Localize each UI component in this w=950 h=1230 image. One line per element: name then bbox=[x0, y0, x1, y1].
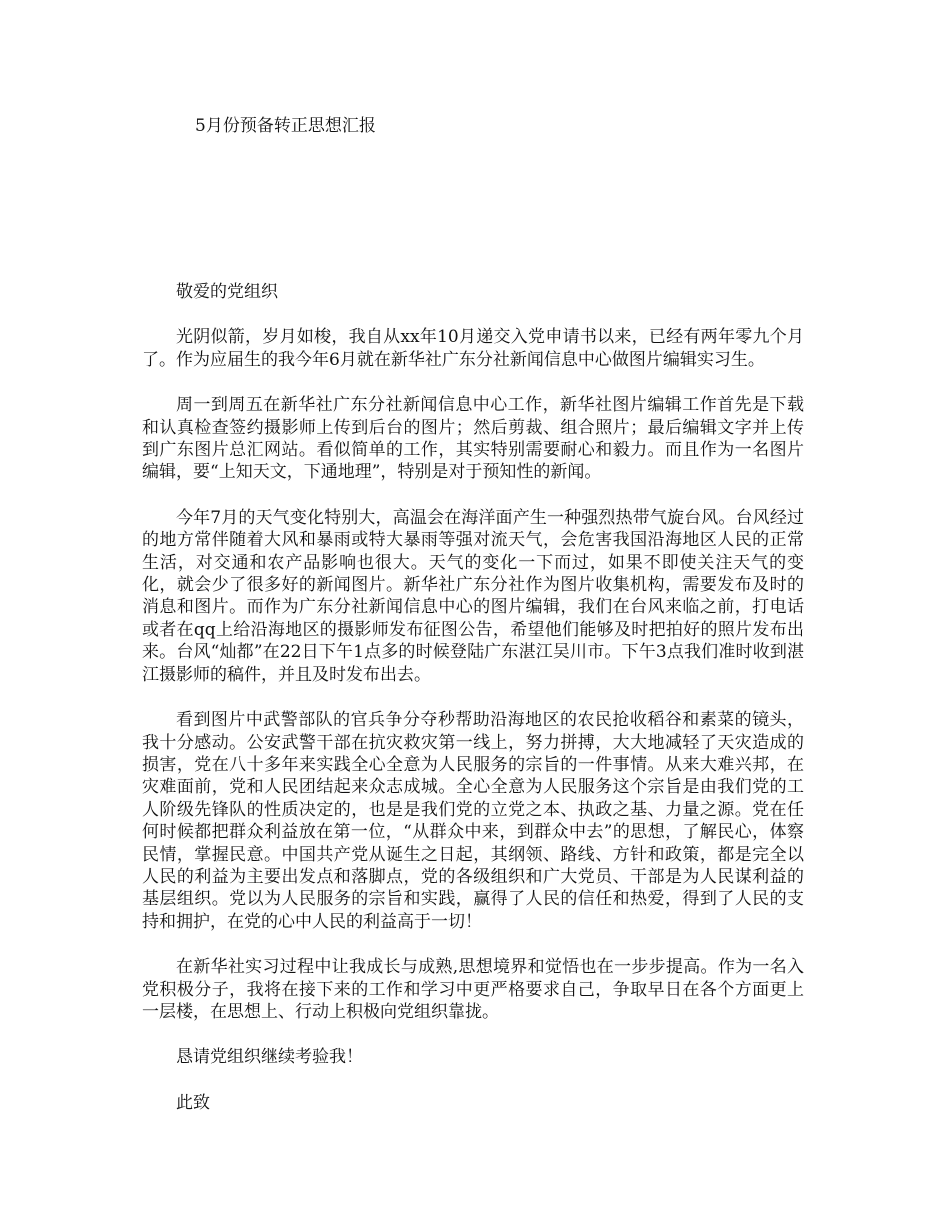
paragraph-5: 在新华社实习过程中让我成长与成熟,思想境界和觉悟也在一步步提高。作为一名入党积极分子，我将在接下来的工作和学习中更严格要求自己，争取早日在各个方面更上一层楼，在思想上、行动上积极向党组织靠拢。 bbox=[142, 957, 804, 1022]
salutation: 敬爱的党组织 bbox=[176, 282, 278, 302]
closing-request: 恳请党组织继续考验我！ bbox=[176, 1047, 363, 1068]
paragraph-2: 周一到周五在新华社广东分社新闻信息中心工作，新华社图片编辑工作首先是下载和认真检查签约摄影师上传到后台的图片；然后剪裁、组合照片；最后编辑文字并上传到广东图片总汇网站。看似简单的工作，其实特别需要耐心和毅力。而且作为一名图片编辑，要“上知天文，下通地理”，特别是对于预知性的新闻。 bbox=[142, 395, 804, 483]
paragraph-4: 看到图片中武警部队的官兵争分夺秒帮助沿海地区的农民抢收稻谷和素菜的镜头，我十分感动。公安武警干部在抗灾救灾第一线上，努力拼搏，大大地减轻了天灾造成的损害，党在八十多年来实践全心全意为人民服务的宗旨的一件事情。从来大难兴邦，在灾难面前，党和人民团结起来众志成城。全心全意为人民服务这个宗旨是由我们党的工人阶级先锋队的性质决定的，也是是我们党的立党之本、执政之基、力量之源。党在任何时候都把群众利益放在第一位，“从群众中来，到群众中去”的思想，了解民心，体察民情，掌握民意。中国共产党从诞生之日起，其纲领、路线、方针和政策，都是完全以人民的利益为主要出发点和落脚点，党的各级组织和广大党员、干部是为人民谋利益的基层组织。党以为人民服务的宗旨和实践，赢得了人民的信任和热爱，得到了人民的支持和拥护，在党的心中人民的利益高于一切！ bbox=[142, 710, 804, 932]
paragraph-1: 光阴似箭，岁月如梭，我自从xx年10月递交入党申请书以来，已经有两年零九个月了。作为应届生的我今年6月就在新华社广东分社新闻信息中心做图片编辑实习生。 bbox=[142, 327, 804, 370]
document-body bbox=[142, 281, 804, 1137]
paragraph-3: 今年7月的天气变化特别大，高温会在海洋面产生一种强烈热带气旋台风。台风经过的地方常伴随着大风和暴雨或特大暴雨等强对流天气，会危害我国沿海地区人民的正常生活，对交通和农产品影响也很大。天气的变化一下而过，如果不即使关注天气的变化，就会少了很多好的新闻图片。新华社广东分社作为图片收集机构，需要发布及时的消息和图片。而作为广东分社新闻信息中心的图片编辑，我们在台风来临之前，打电话或者在qq上给沿海地区的摄影师发布征图公告，希望他们能够及时把拍好的照片发布出来。台风“灿都”在22日下午1点多的时候登陆广东湛江吴川市。下午3点我们准时收到湛江摄影师的稿件，并且及时发布出去。 bbox=[142, 507, 804, 685]
document-title: 5月份预备转正思想汇报 bbox=[195, 116, 376, 136]
closing-salute: 此致 bbox=[176, 1092, 210, 1113]
